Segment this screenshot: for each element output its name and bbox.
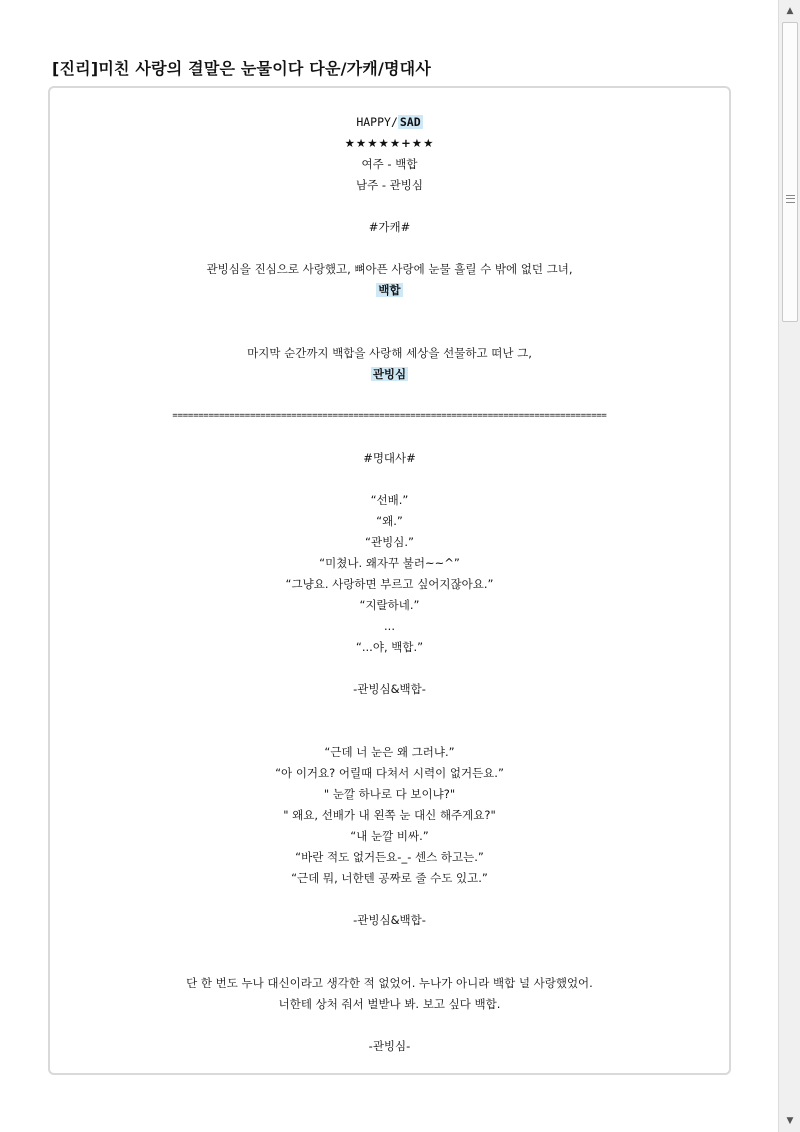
scroll-up-icon[interactable]: ▲ [786,6,794,16]
quote-line: 단 한 번도 누나 대신이라고 생각한 적 없었어. 누나가 아니라 백합 널 사랑했었어. [186,976,593,990]
quote-line: " 왜요, 선배가 내 왼쪽 눈 대신 해주게요?" [283,808,496,822]
hero-name: 관빙심 [372,367,407,381]
quote-line: “선배.” [370,493,409,507]
quote-line: “바란 적도 없거든요-_- 센스 하고는.” [295,850,484,864]
hero-line: 남주 - 관빙심 [355,178,423,192]
quote-line: “지랄하네.” [359,598,420,612]
quote-line: “근데 너 눈은 왜 그러냐.” [324,745,455,759]
quote-line: ... [384,619,395,633]
quote-line: “미쳤나. 왜자꾸 불러~~^” [319,556,460,570]
page-title: [진리]미친 사랑의 결말은 눈물이다 다운/가캐/명대사 [52,59,431,78]
quote-line: “근데 뭐, 너한텐 공짜로 줄 수도 있고.” [291,871,488,885]
quotes-heading: #명대사# [363,451,416,465]
separator-line: ==================================================================================== [172,411,607,421]
gacae-heading: #가캐# [368,220,411,234]
scrollbar-thumb[interactable] [782,22,798,322]
rating-happy: HAPPY/ [356,115,398,129]
hero-description: 마지막 순간까지 백합을 사랑해 세상을 선물하고 떠난 그, [247,346,532,360]
quote-line: “...야, 백합.” [355,640,424,654]
heroine-description: 관빙심을 진심으로 사랑했고, 뼈아픈 사랑에 눈물 흘릴 수 밖에 없던 그녀, [206,262,573,276]
quote-attribution: -관빙심&백합- [353,682,426,696]
quote-line: “그냥요. 사랑하면 부르고 싶어지잖아요.” [285,577,494,591]
quote-line: “왜.” [376,514,403,528]
scroll-down-icon[interactable]: ▼ [786,1116,794,1126]
heroine-line: 여주 - 백합 [361,157,418,171]
rating-line [50,112,729,133]
quote-line: " 눈깔 하나로 다 보이냐?" [323,787,456,801]
content-body [50,112,729,1057]
quote-attribution: -관빙심&백합- [353,913,426,927]
vertical-scrollbar[interactable] [778,0,800,1132]
quote-attribution: -관빙심- [368,1039,411,1053]
heroine-name: 백합 [378,283,401,297]
grip-icon [786,195,795,203]
rating-sad: SAD [399,115,421,129]
content-card [48,86,731,1075]
quote-line: 너한테 상처 줘서 벌받나 봐. 보고 싶다 백합. [278,997,501,1011]
star-rating: ★★★★★+★★ [344,136,435,150]
quote-line: “아 이거요? 어릴때 다쳐서 시력이 없거든요.” [275,766,504,780]
quote-line: “내 눈깔 비싸.” [350,829,429,843]
quote-line: “관빙심.” [365,535,414,549]
